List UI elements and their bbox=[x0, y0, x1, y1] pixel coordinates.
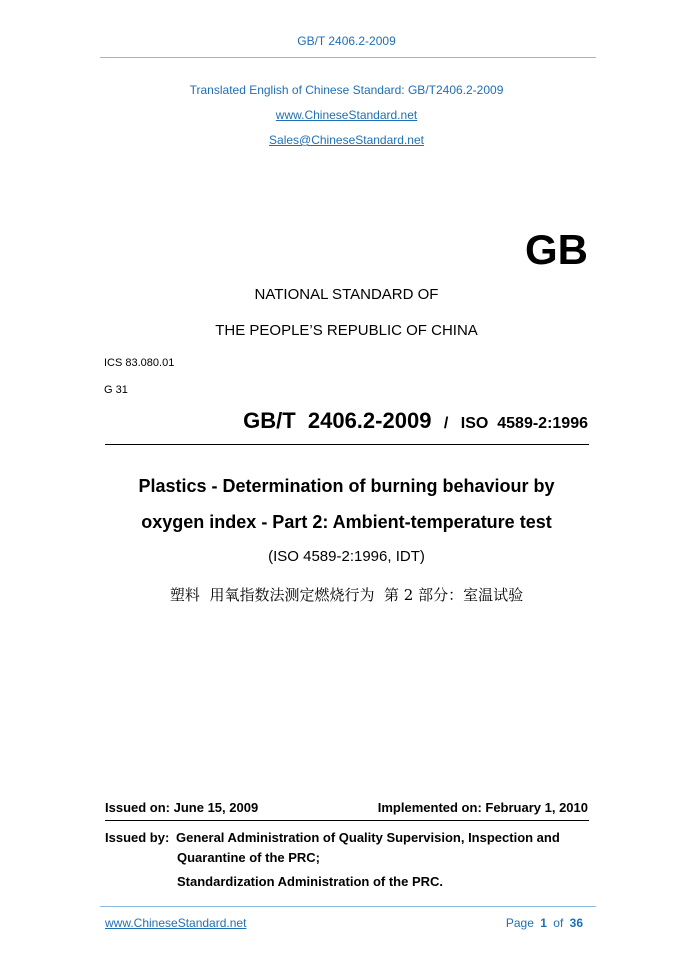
header-divider bbox=[100, 57, 596, 58]
national-standard-line2: THE PEOPLE’S REPUBLIC OF CHINA bbox=[215, 322, 478, 339]
page-of: of bbox=[553, 916, 564, 930]
issuer-line3: Standardization Administration of the PRC. bbox=[177, 874, 444, 889]
equivalence-note: (ISO 4589-2:1996, IDT) bbox=[268, 548, 425, 565]
issued-date: Issued on: June 15, 2009 bbox=[105, 800, 259, 815]
page-current: 1 bbox=[540, 916, 547, 930]
gb-mark: GB bbox=[525, 226, 588, 273]
page-label: Page bbox=[505, 916, 534, 930]
footer-website-link[interactable]: www.ChineseStandard.net bbox=[105, 916, 247, 930]
title-line2: oxygen index - Part 2: Ambient-temperature test bbox=[141, 512, 552, 532]
page-total: 36 bbox=[569, 916, 583, 930]
website-link[interactable]: www.ChineseStandard.net bbox=[275, 108, 418, 122]
chinese-title: 塑料 用氧指数法测定燃烧行为 第 2 部分：室温试验 bbox=[169, 586, 524, 604]
footer-divider bbox=[100, 906, 596, 907]
translation-note: Translated English of Chinese Standard: GB/T2406.2-2009 bbox=[189, 83, 504, 97]
issuer-line2: Quarantine of the PRC; bbox=[177, 850, 321, 865]
email-link-wrap bbox=[0, 133, 693, 147]
email-link[interactable]: Sales@ChineseStandard.net bbox=[269, 133, 424, 147]
page-number bbox=[506, 916, 583, 930]
footer-website-wrap bbox=[105, 916, 246, 930]
implemented-date: Implemented on: February 1, 2010 bbox=[377, 800, 588, 815]
website-link-wrap bbox=[0, 108, 693, 122]
issuer-label: Issued by: bbox=[105, 830, 170, 845]
dates-divider bbox=[105, 820, 589, 821]
ics-code: ICS 83.080.01 bbox=[104, 357, 175, 369]
ccs-code: G 31 bbox=[104, 384, 128, 396]
national-standard-line1: NATIONAL STANDARD OF bbox=[254, 286, 439, 303]
standard-number: GB/T 2406.2-2009 bbox=[243, 408, 432, 433]
title-divider bbox=[105, 444, 589, 445]
title-line1: Plastics - Determination of burning behaviour by bbox=[138, 476, 555, 496]
standard-separator: / bbox=[443, 415, 449, 432]
standard-number-line bbox=[243, 408, 588, 434]
iso-reference: ISO 4589-2:1996 bbox=[460, 415, 588, 432]
running-header: GB/T 2406.2-2009 bbox=[297, 34, 396, 48]
issuer-line1: General Administration of Quality Supervision, Inspection and bbox=[176, 830, 560, 845]
